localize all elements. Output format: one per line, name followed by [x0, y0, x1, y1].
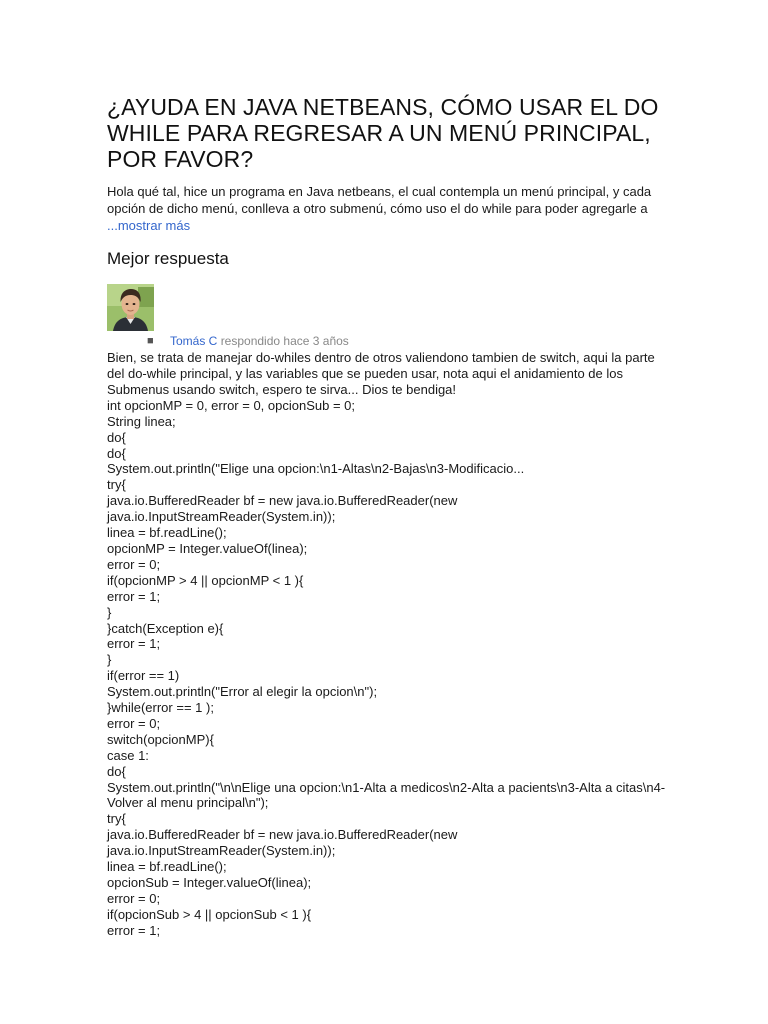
answer-intro: Bien, se trata de manejar do-whiles dentro de otros valiendono tambien de switch, aqui la parte del do-while principal, y las variables que se pueden usar, nota aqui el anidamiento de los Submenus usando switch, espero te sirva... Dios te bendiga!	[107, 350, 655, 397]
code-line: java.io.BufferedReader bf = new java.io.BufferedReader(new	[107, 493, 458, 509]
code-line: try{	[107, 811, 126, 827]
code-line: java.io.BufferedReader bf = new java.io.BufferedReader(new	[107, 827, 458, 843]
code-line: if(opcionSub > 4 || opcionSub < 1 ){	[107, 906, 312, 922]
question-title: ¿AYUDA EN JAVA NETBEANS, CÓMO USAR EL DO WHILE PARA REGRESAR A UN MENÚ PRINCIPAL, POR FAVOR?	[107, 94, 659, 172]
code-line: error = 1;	[107, 922, 161, 938]
code-line: error = 0;	[107, 890, 161, 906]
answer-body	[107, 350, 667, 939]
best-answer-heading: Mejor respuesta	[107, 249, 229, 268]
code-line: System.out.println("Error al elegir la opcion\n");	[107, 684, 378, 700]
show-more-link[interactable]: ...mostrar más	[107, 218, 191, 233]
answer-code	[107, 398, 667, 939]
answer-meta	[107, 333, 667, 349]
code-line: linea = bf.readLine();	[107, 525, 227, 541]
question-text: Hola qué tal, hice un programa en Java netbeans, el cual contempla un menú principal, y cada opción de dicho menú, conlleva a otro submenú, cómo uso el do while para poder agregarle a	[107, 184, 652, 216]
user-avatar[interactable]	[107, 284, 154, 331]
code-line: do{	[107, 445, 126, 461]
question-body	[107, 183, 667, 234]
code-line: }while(error == 1 );	[107, 700, 214, 716]
code-line: switch(opcionMP){	[107, 731, 214, 747]
code-line: do{	[107, 763, 126, 779]
code-line: System.out.println("\n\nElige una opcion:\n1-Alta a medicos\n2-Alta a pacients\n3-Alta a citas\n4-Volver al menu principal\n");	[107, 779, 666, 811]
code-line: }catch(Exception e){	[107, 620, 224, 636]
question-page	[107, 94, 667, 939]
code-line: linea = bf.readLine();	[107, 859, 227, 875]
code-line: String linea;	[107, 413, 176, 429]
code-line: error = 1;	[107, 588, 161, 604]
code-line: int opcionMP = 0, error = 0, opcionSub = 0;	[107, 397, 355, 413]
code-line: System.out.println("Elige una opcion:\n1-Altas\n2-Bajas\n3-Modificacio...	[107, 461, 525, 477]
code-line: }	[107, 604, 112, 620]
code-line: error = 0;	[107, 556, 161, 572]
code-line: opcionMP = Integer.valueOf(linea);	[107, 540, 308, 556]
author-link[interactable]: Tomás C	[170, 334, 218, 349]
bullet-icon: ■	[147, 335, 154, 348]
code-line: if(error == 1)	[107, 668, 180, 684]
code-line: }	[107, 652, 112, 668]
code-line: java.io.InputStreamReader(System.in));	[107, 843, 336, 859]
answer-time: respondido hace 3 años	[220, 334, 349, 349]
code-line: error = 0;	[107, 715, 161, 731]
code-line: java.io.InputStreamReader(System.in));	[107, 509, 336, 525]
code-line: do{	[107, 429, 126, 445]
code-line: opcionSub = Integer.valueOf(linea);	[107, 875, 312, 891]
code-line: try{	[107, 477, 126, 493]
code-line: error = 1;	[107, 636, 161, 652]
code-line: case 1:	[107, 747, 149, 763]
code-line: if(opcionMP > 4 || opcionMP < 1 ){	[107, 572, 304, 588]
